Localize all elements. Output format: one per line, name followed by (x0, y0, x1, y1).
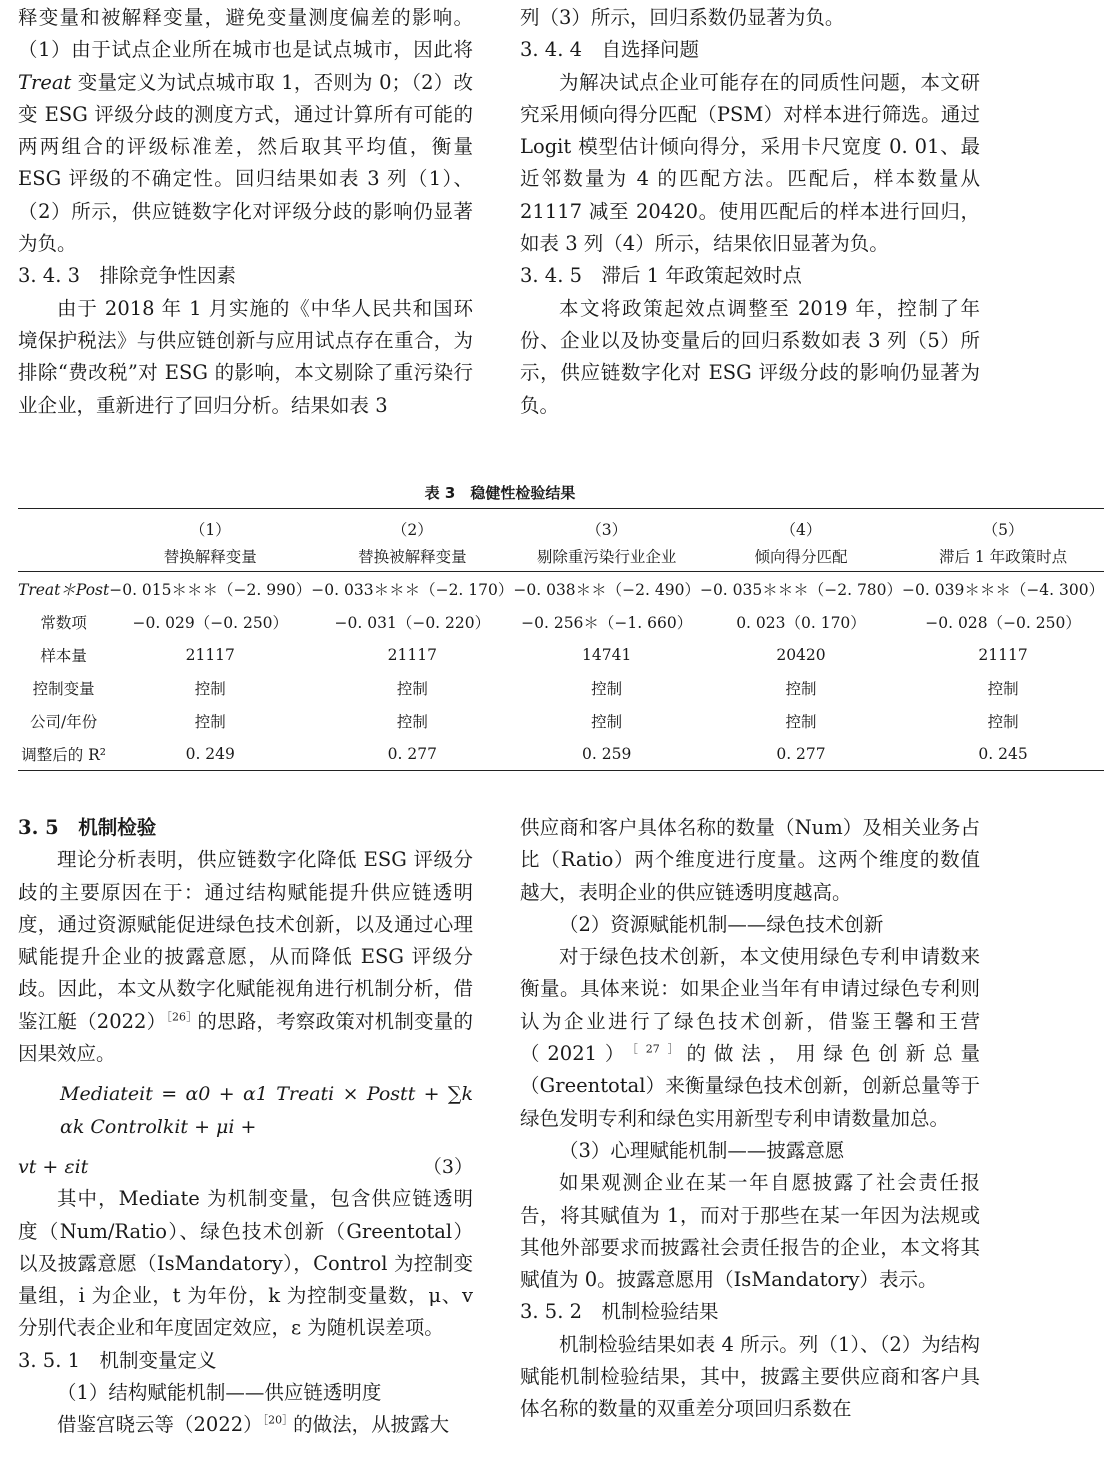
col-number: （5） (982, 521, 1024, 539)
table-cell: 0. 277 (776, 744, 826, 763)
paragraph: 对于绿色技术创新，本文使用绿色专利申请数来衡量。具体来说：如果企业当年有申请过绿色专利则认为企业进行了绿色技术创新，借鉴王馨和王营$(2021)^{[27]}$的做法，用绿色创新总量（Greentotal）来衡量绿色技术创新，创新总量等于绿色发明专利和绿色实用新型专利申请数量加总。 (520, 945, 981, 1130)
paragraph: 为解决试点企业可能存在的同质性问题，本文研究采用倾向得分匹配（PSM）对样本进行筛选。通过 Logit 模型估计倾向得分，采用卡尺宽度 0. 01、最近邻数量为 4 的匹配方法。匹配后，样本数量从 21117 减至 20420。使用匹配后的样本进行回归，如表 3 列（4）所示，结果依旧显著为负。 (520, 70, 980, 256)
paragraph: 如果观测企业在某一年自愿披露了社会责任报告，将其赋值为 1，而对于那些在某一年因为法规或其他外部要求而披露社会责任报告的企业，本文将其赋值为 0。披露意愿用（IsMandatory）表示。 (520, 1171, 980, 1292)
col-name: 滞后 1 年政策时点 (902, 541, 1104, 572)
table-cell: −0. 256＊（−1. 660） (521, 613, 693, 632)
table-row (18, 572, 1104, 606)
table-cell: −0. 031（−0. 220） (334, 613, 491, 632)
formula-line-2: vt + εit (18, 1155, 89, 1178)
paragraph: 供应商和客户具体名称的数量（Num）及相关业务占比（Ratio）两个维度进行度量。这两个维度的数值越大，表明企业的供应链透明度越高。 (520, 816, 980, 904)
paragraph: 其中，Mediate 为机制变量，包含供应链透明度（Num/Ratio）、绿色技术创新（Greentotal）以及披露意愿（IsMandatory），Control 为控制变量组，i 为企业，t 为年份，k 为控制变量数，μ、v 分别代表企业和年度固定效应，ε 为随机误差项。 (18, 1187, 473, 1340)
subheading: （3）心理赋能机制——披露意愿 (559, 1138, 845, 1162)
col-number: （3） (586, 521, 628, 539)
table-cell: −0. 029（−0. 250） (132, 613, 289, 632)
table-cell: 21117 (978, 645, 1028, 664)
table-cell: 14741 (582, 645, 632, 664)
table-cell: 0. 277 (387, 744, 437, 763)
bottom-left-column (18, 812, 473, 1442)
col-number: （1） (189, 521, 231, 539)
section-heading-3-4-4: 3. 4. 4 自选择问题 (520, 38, 700, 62)
citation-27: ［27］ (632, 1042, 687, 1056)
table-cell: 控制 (194, 679, 226, 698)
top-left-column (18, 2, 473, 422)
paragraph: 列（3）所示，回归系数仍显著为负。 (520, 6, 845, 29)
paragraph: 理论分析表明，供应链数字化降低 ESG 评级分歧的主要原因在于：通过结构赋能提升供应链透明度，通过资源赋能促进绿色技术创新，以及通过心理赋能提升企业的披露意愿，从而降低 ESG 评级分歧。因此，本文从数字化赋能视角进行机制分析，借鉴江艇$(2022)^{[26]}$的思路，考察政策对机制变量的因果效应。 (18, 848, 473, 1066)
table-cell: −0. 035＊＊＊（−2. 780） (699, 580, 903, 599)
row-label: 公司/年份 (29, 712, 98, 731)
table-cell: 控制 (591, 679, 623, 698)
paragraph: 本文将政策起效点调整至 2019 年，控制了年份、企业以及协变量后的回归系数如表 3 列（5）所示，供应链数字化对 ESG 评级分歧的影响仍显著为负。 (520, 296, 980, 417)
row-label: 样本量 (40, 646, 87, 665)
table-cell: 21117 (387, 645, 437, 664)
col-number: （4） (780, 521, 822, 539)
table-cell: 控制 (194, 712, 226, 731)
table-cell: 控制 (396, 712, 428, 731)
table-cell: 控制 (785, 679, 817, 698)
col-name: 替换被解释变量 (311, 541, 513, 572)
formula-line-1: Mediateit = α0 + α1 Treati × Postt + ∑k αk Controlkit + μi + (60, 1083, 473, 1138)
paragraph: 由于 2018 年 1 月实施的《中华人民共和国环境保护税法》与供应链创新与应用试点存在重合，为排除“费改税”对 ESG 的影响，本文剔除了重污染行业企业，重新进行了回归分析。结果如表 3 (18, 296, 473, 417)
row-label: 常数项 (40, 613, 87, 632)
table-cell: 控制 (987, 712, 1019, 731)
table-cell: 0. 245 (978, 744, 1028, 763)
section-heading-3-5: 3. 5 机制检验 (18, 816, 157, 839)
table-cell: 0. 023（0. 170） (736, 613, 866, 632)
formula-3 (18, 1078, 473, 1183)
section-heading-3-4-3: 3. 4. 3 排除竞争性因素 (18, 264, 237, 288)
table-cell: 控制 (591, 712, 623, 731)
equation-number: （3） (422, 1155, 473, 1178)
table-row (18, 737, 1104, 771)
citation-20: ［20］ (262, 1413, 294, 1427)
paragraph: 释变量和被解释变量，避免变量测度偏差的影响。（1）由于试点企业所在城市也是试点城市，因此将 Treat 变量定义为试点城市取 1，否则为 0；（2）改变 ESG 评级分歧的测度方式，通过计算所有可能的两两组合的评级标准差，然后取其平均值，衡量 ESG 评级的不确定性。回归结果如表 3 列（1）、（2）所示，供应链数字化对评级分歧的影响仍显著为负。 (18, 6, 474, 256)
col-name: 替换解释变量 (109, 541, 311, 572)
table-cell: −0. 039＊＊＊（−4. 300） (902, 580, 1104, 599)
table-cell: 控制 (785, 712, 817, 731)
table-cell: −0. 028（−0. 250） (925, 613, 1081, 632)
bottom-right-column (520, 812, 980, 1426)
paragraph: 机制检验结果如表 4 所示。列（1）、（2）为结构赋能机制检验结果，其中，披露主要供应商和客户具体名称的数量的双重差分项回归系数在 (520, 1332, 980, 1421)
table-cell: 20420 (776, 645, 826, 664)
table-cell: 0. 249 (185, 744, 235, 763)
subheading: （1）结构赋能机制——供应链透明度 (57, 1381, 382, 1405)
table-cell: −0. 015＊＊＊（−2. 990） (109, 580, 312, 599)
table-cell: 21117 (185, 645, 235, 664)
table-cell: −0. 038＊＊（−2. 490） (513, 580, 700, 599)
section-heading-3-4-5: 3. 4. 5 滞后 1 年政策起效时点 (520, 264, 802, 288)
table-cell: 0. 259 (582, 744, 632, 763)
section-heading-3-5-2: 3. 5. 2 机制检验结果 (520, 1300, 719, 1324)
subheading: （2）资源赋能机制——绿色技术创新 (559, 912, 884, 936)
treat-variable: Treat (18, 70, 72, 94)
section-heading-3-5-1: 3. 5. 1 机制变量定义 (18, 1348, 217, 1372)
row-label: 控制变量 (32, 679, 95, 698)
row-label: 调整后的 R² (21, 745, 107, 764)
col-name: 剔除重污染行业企业 (513, 541, 700, 572)
robustness-table (18, 508, 1104, 771)
top-right-column (520, 2, 980, 422)
table-row (18, 605, 1104, 638)
citation-26: ［26］ (166, 1010, 198, 1024)
table-row (18, 704, 1104, 737)
table-caption: 表 3 稳健性检验结果 (424, 484, 576, 502)
table-cell: 控制 (396, 679, 428, 698)
col-number: （2） (391, 521, 433, 539)
table-cell: −0. 033＊＊＊（−2. 170） (311, 580, 514, 599)
col-name: 倾向得分匹配 (700, 541, 902, 572)
paragraph: 借鉴宫晓云等$(2022)^{[20]}$的做法，从披露大 (57, 1413, 450, 1437)
table-row (18, 671, 1104, 704)
table-cell: 控制 (987, 679, 1019, 698)
row-label: Treat＊Post (18, 580, 110, 599)
table-row (18, 638, 1104, 671)
